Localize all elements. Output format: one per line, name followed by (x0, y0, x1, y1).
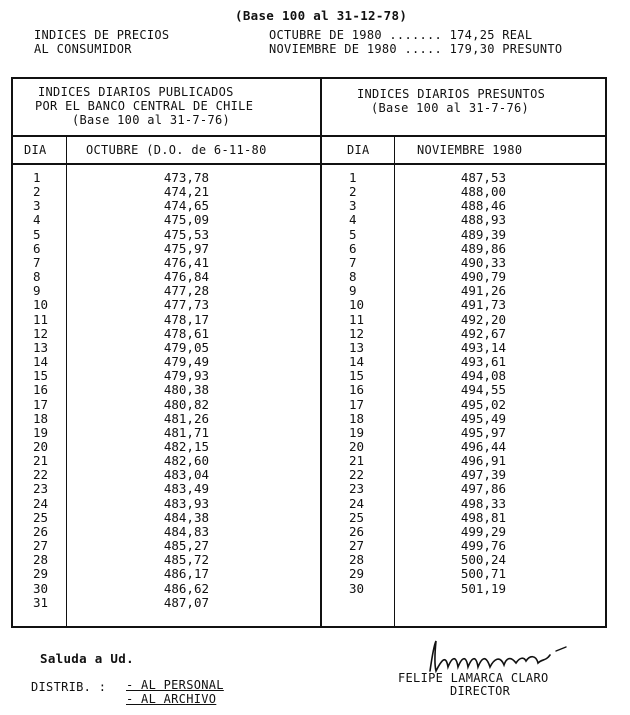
right-day-cell: 8 (349, 269, 357, 285)
left-day-cell: 29 (33, 566, 49, 582)
left-col-values-header: OCTUBRE (D.O. de 6-11-80 (86, 143, 267, 157)
right-value-cell: 491,73 (460, 297, 506, 313)
left-day-cell: 10 (33, 297, 49, 313)
right-day-cell: 24 (349, 495, 365, 511)
right-value-cell: 492,20 (460, 311, 506, 327)
right-value-cell: 497,39 (460, 467, 506, 483)
right-day-cell: 28 (349, 552, 365, 568)
left-day-cell: 11 (33, 311, 49, 327)
left-title-line1: INDICES DIARIOS PUBLICADOS (38, 85, 234, 99)
table-header-rule (11, 135, 607, 137)
october-index-line: OCTUBRE DE 1980 ....... 174,25 REAL (269, 28, 533, 42)
right-value-cell: 496,44 (460, 438, 506, 454)
left-day-cell: 7 (33, 254, 41, 270)
right-day-cell: 9 (349, 283, 357, 299)
left-day-cell: 14 (33, 354, 49, 370)
left-value-cell: 475,97 (163, 240, 209, 256)
left-day-cell: 13 (33, 339, 49, 355)
right-value-cell: 491,26 (460, 283, 506, 299)
right-value-cell: 489,39 (460, 226, 506, 242)
closing-text: Saluda a Ud. (40, 651, 134, 666)
right-day-cell: 15 (349, 368, 365, 384)
left-day-cell: 21 (33, 453, 49, 469)
left-day-cell: 25 (33, 509, 49, 525)
right-day-cell: 16 (349, 382, 365, 398)
right-value-cell: 488,00 (460, 184, 506, 200)
left-value-cell: 480,38 (163, 382, 209, 398)
left-day-divider (66, 137, 67, 628)
left-value-cell: 485,72 (163, 552, 209, 568)
left-day-cell: 26 (33, 523, 49, 539)
left-value-cell: 473,78 (163, 170, 209, 185)
right-value-cell: 494,55 (460, 382, 506, 398)
left-value-cell: 476,41 (163, 254, 209, 270)
right-value-cell: 499,29 (460, 523, 506, 539)
left-value-cell: 479,49 (163, 354, 209, 370)
right-day-column (349, 171, 379, 596)
left-day-cell: 24 (33, 495, 49, 511)
column-header-rule (11, 163, 607, 165)
left-value-cell: 479,93 (163, 368, 209, 384)
left-value-cell: 486,17 (163, 566, 209, 582)
left-value-cell: 478,17 (163, 311, 209, 327)
right-value-cell: 492,67 (460, 325, 506, 341)
left-value-cell: 476,84 (163, 269, 209, 285)
right-title-line1: INDICES DIARIOS PRESUNTOS (357, 87, 546, 101)
left-day-cell: 2 (33, 184, 41, 200)
right-value-cell: 490,79 (460, 269, 506, 285)
signer-name: FELIPE LAMARCA CLARO (398, 671, 549, 685)
table-center-divider (320, 77, 322, 628)
left-value-cell: 475,53 (163, 226, 209, 242)
price-index-title-line1: INDICES DE PRECIOS (34, 28, 170, 42)
left-day-cell: 9 (33, 283, 41, 299)
left-day-cell: 5 (33, 226, 41, 242)
right-value-cell: 493,14 (460, 339, 506, 355)
right-value-cell: 500,24 (460, 552, 506, 568)
distribution-item-personal: - AL PERSONAL (126, 678, 224, 692)
right-day-cell: 29 (349, 566, 365, 582)
left-day-cell: 18 (33, 410, 49, 426)
right-day-cell: 1 (349, 170, 357, 185)
left-day-cell: 31 (33, 594, 49, 610)
right-day-cell: 19 (349, 424, 365, 440)
price-index-title-line2: AL CONSUMIDOR (34, 42, 132, 56)
left-value-cell: 474,65 (163, 198, 209, 214)
right-value-cell: 487,53 (460, 170, 506, 185)
left-day-cell: 22 (33, 467, 49, 483)
right-day-cell: 4 (349, 212, 357, 228)
right-value-cell: 497,86 (460, 481, 506, 497)
right-day-cell: 2 (349, 184, 357, 200)
right-col-day-header: DIA (347, 143, 370, 157)
right-value-cell: 496,91 (460, 453, 506, 469)
left-value-cell: 483,49 (163, 481, 209, 497)
distribution-item-archive: - AL ARCHIVO (126, 692, 217, 706)
right-value-cell: 494,08 (460, 368, 506, 384)
left-day-cell: 19 (33, 424, 49, 440)
left-day-cell: 17 (33, 396, 49, 412)
right-day-cell: 11 (349, 311, 365, 327)
left-value-cell: 482,60 (163, 453, 209, 469)
right-value-column (440, 171, 506, 596)
right-value-cell: 488,46 (460, 198, 506, 214)
distribution-label: DISTRIB. : (31, 680, 107, 694)
left-day-cell: 20 (33, 438, 49, 454)
left-day-cell: 4 (33, 212, 41, 228)
right-value-cell: 495,02 (460, 396, 506, 412)
right-col-values-header: NOVIEMBRE 1980 (417, 143, 523, 157)
right-value-cell: 489,86 (460, 240, 506, 256)
right-day-cell: 21 (349, 453, 365, 469)
left-day-cell: 23 (33, 481, 49, 497)
right-value-cell: 488,93 (460, 212, 506, 228)
right-title-line2: (Base 100 al 31-7-76) (371, 101, 530, 115)
left-day-column (33, 171, 63, 610)
left-value-cell: 484,38 (163, 509, 209, 525)
signer-title: DIRECTOR (450, 684, 511, 698)
right-day-cell: 20 (349, 438, 365, 454)
right-value-cell: 499,76 (460, 538, 506, 554)
right-day-cell: 27 (349, 538, 365, 554)
right-day-cell: 18 (349, 410, 365, 426)
right-value-cell: 493,61 (460, 354, 506, 370)
right-day-divider (394, 137, 395, 628)
left-value-cell: 484,83 (163, 523, 209, 539)
left-value-cell: 477,73 (163, 297, 209, 313)
left-value-cell: 487,07 (163, 594, 209, 610)
right-day-cell: 12 (349, 325, 365, 341)
right-day-cell: 26 (349, 523, 365, 539)
left-day-cell: 1 (33, 170, 41, 185)
right-value-cell: 495,49 (460, 410, 506, 426)
left-value-cell: 480,82 (163, 396, 209, 412)
left-day-cell: 16 (33, 382, 49, 398)
left-day-cell: 27 (33, 538, 49, 554)
left-value-cell: 486,62 (163, 580, 209, 596)
index-table (11, 77, 607, 628)
left-value-cell: 482,15 (163, 438, 209, 454)
left-day-cell: 28 (33, 552, 49, 568)
right-value-cell: 498,33 (460, 495, 506, 511)
right-day-cell: 14 (349, 354, 365, 370)
left-day-cell: 12 (33, 325, 49, 341)
left-value-cell: 483,93 (163, 495, 209, 511)
right-day-cell: 5 (349, 226, 357, 242)
left-value-cell: 477,28 (163, 283, 209, 299)
right-day-cell: 10 (349, 297, 365, 313)
left-day-cell: 30 (33, 580, 49, 596)
left-value-cell: 479,05 (163, 339, 209, 355)
right-day-cell: 25 (349, 509, 365, 525)
left-value-cell: 475,09 (163, 212, 209, 228)
left-col-day-header: DIA (24, 143, 47, 157)
left-value-column (140, 171, 209, 610)
left-title-line2: POR EL BANCO CENTRAL DE CHILE (35, 99, 254, 113)
left-value-cell: 481,26 (163, 410, 209, 426)
right-day-cell: 17 (349, 396, 365, 412)
november-index-line: NOVIEMBRE DE 1980 ..... 179,30 PRESUNTO (269, 42, 563, 56)
right-value-cell: 501,19 (460, 580, 506, 596)
left-value-cell: 474,21 (163, 184, 209, 200)
base-header: (Base 100 al 31-12-78) (235, 8, 408, 23)
left-value-cell: 481,71 (163, 424, 209, 440)
right-day-cell: 30 (349, 580, 365, 596)
right-day-cell: 3 (349, 198, 357, 214)
left-value-cell: 485,27 (163, 538, 209, 554)
right-value-cell: 490,33 (460, 254, 506, 270)
right-value-cell: 498,81 (460, 509, 506, 525)
left-day-cell: 15 (33, 368, 49, 384)
right-day-cell: 6 (349, 240, 357, 256)
right-day-cell: 13 (349, 339, 365, 355)
right-day-cell: 7 (349, 254, 357, 270)
right-day-cell: 22 (349, 467, 365, 483)
left-value-cell: 478,61 (163, 325, 209, 341)
right-value-cell: 500,71 (460, 566, 506, 582)
left-day-cell: 6 (33, 240, 41, 256)
left-day-cell: 3 (33, 198, 41, 214)
right-value-cell: 495,97 (460, 424, 506, 440)
right-day-cell: 23 (349, 481, 365, 497)
left-title-line3: (Base 100 al 31-7-76) (72, 113, 231, 127)
left-value-cell: 483,04 (163, 467, 209, 483)
left-day-cell: 8 (33, 269, 41, 285)
